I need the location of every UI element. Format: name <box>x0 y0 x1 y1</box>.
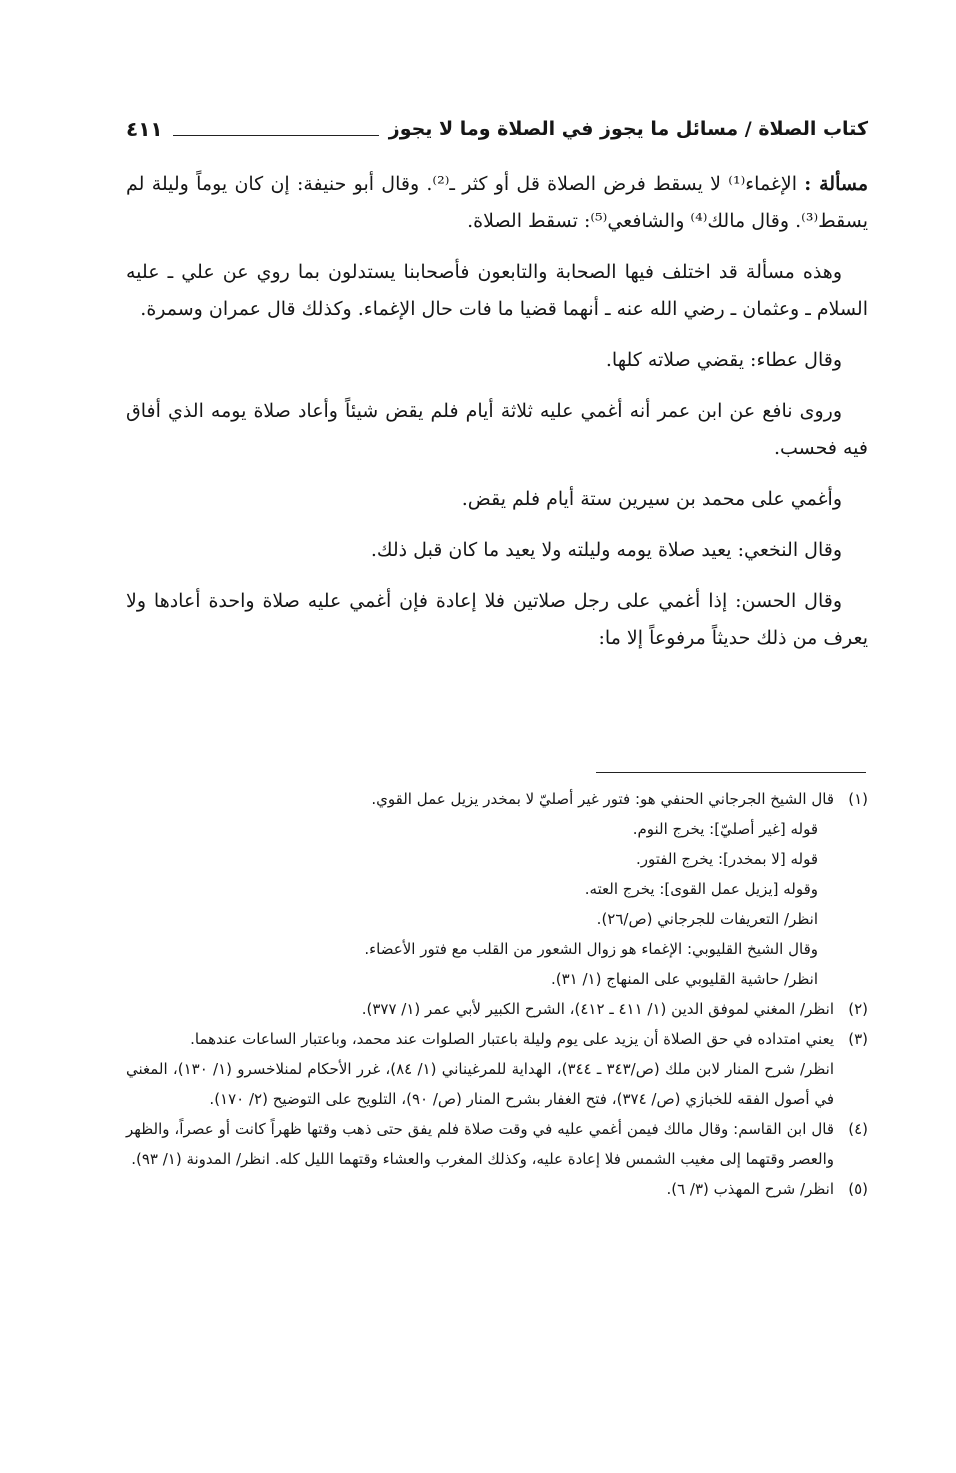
page-number: ٤١١ <box>126 117 163 141</box>
footnote-number: (١) <box>848 790 868 808</box>
header-title: كتاب الصلاة / مسائل ما يجوز في الصلاة وما لا يجوز <box>388 118 868 140</box>
paragraph-3: وقال عطاء: يقضي صلاته كلها. <box>605 349 842 371</box>
footnote-1-line: قوله [غير أصليّ]: يخرج النوم. <box>632 820 818 838</box>
footnote-3 <box>126 1024 868 1114</box>
paragraph-6: وقال النخعي: يعيد صلاة يومه وليلته ولا يعيد ما كان قبل ذلك. <box>370 539 842 561</box>
paragraph-7: وقال الحسن: إذا أغمي على رجل صلاتين فلا إعادة فإن أغمي عليه صلاة واحدة أعادها ولا يعرف من ذلك حديثاً مرفوعاً إلا ما: <box>126 590 868 649</box>
footnote-2 <box>126 994 868 1024</box>
paragraph-4: وروى نافع عن ابن عمر أنه أغمي عليه ثلاثة أيام فلم يقض شيئاً وأعاد صلاة يومه الذي أفاق فيه فحسب. <box>126 400 868 459</box>
paragraph-1 <box>126 166 868 240</box>
footnote-1-line: وقوله [يزيل عمل القوى]: يخرج العته. <box>584 880 818 898</box>
paragraph-2: وهذه مسألة قد اختلف فيها الصحابة والتابعون فأصحابنا يستدلون بما روي عن علي ـ عليه السلام ـ وعثمان ـ رضي الله عنه ـ أنهما قضيا ما فات حال الإغماء. وكذلك قال عمران وسمرة. <box>126 261 868 320</box>
footnote-separator <box>596 772 866 773</box>
main-text <box>126 166 868 671</box>
header-rule <box>173 135 379 136</box>
footnote-5 <box>126 1174 868 1204</box>
running-header <box>126 112 868 146</box>
issue-label: مسألة : <box>804 173 869 195</box>
footnote-1-line: وقال الشيخ القليوبي: الإغماء هو زوال الشعور من القلب مع فتور الأعضاء. <box>364 940 818 958</box>
footnote-4-text: قال ابن القاسم: وقال مالك فيمن أغمي عليه في وقت صلاة فلم يفق حتى ذهب وقتها ظهراً كانت أو عصراً، والظهر والعصر وقتهما إلى مغيب الشمس فلا إعادة عليه، وكذلك المغرب والعشاء وقتهما الليل كله. انظر/ المدونة (١/ ٩٣). <box>126 1120 834 1168</box>
footnote-1-line: قوله [لا بمخدر]: يخرج الفتور. <box>636 850 818 868</box>
footnotes <box>126 784 868 1204</box>
footnote-3-references: انظر/ شرح المنار لابن ملك (ص/٣٤٣ ـ ٣٤٤)، الهداية للمرغيناني (١/ ٨٤)، غرر الأحكام لمنلاخسرو (١/ ١٣٠)، المغني في أصول الفقه للخبازي (ص/ ٣٧٤)، فتح الغفار بشرح المنار (ص/ ٩٠)، التلويح على التوضيح (٢/ ١٧٠). <box>126 1060 834 1108</box>
footnote-number: (٥) <box>848 1180 868 1198</box>
footnote-2-text: انظر/ المغني لموفق الدين (١/ ٤١١ ـ ٤١٢)، الشرح الكبير لأبي عمر (١/ ٣٧٧). <box>361 1000 834 1018</box>
footnote-1-text: قال الشيخ الجرجاني الحنفي هو: فتور غير أصليّ لا بمخدر يزيل عمل القوي. <box>371 790 834 808</box>
footnote-3-text: يعني امتداده في حق الصلاة أن يزيد على يوم وليلة باعتبار الصلوات عند محمد، وباعتبار الساعات عندهما. <box>190 1030 834 1048</box>
footnote-1-line: انظر/ التعريفات للجرجاني (ص/٢٦). <box>596 910 818 928</box>
footnote-number: (٤) <box>848 1120 868 1138</box>
paragraph-5: وأغمي على محمد بن سيرين ستة أيام فلم يقض. <box>461 488 842 510</box>
footnote-1 <box>126 784 868 994</box>
footnote-5-text: انظر/ شرح المهذب (٣/ ٦). <box>666 1180 834 1198</box>
footnote-1-line: انظر/ حاشية القليوبي على المنهاج (١/ ٣١). <box>550 970 818 988</box>
footnote-number: (٢) <box>848 1000 868 1018</box>
paragraph-1-text: الإغماء⁽¹⁾ لا يسقط فرض الصلاة قل أو كثر ـ⁽²⁾. وقال أبو حنيفة: إن كان يوماً وليلة لم يسقط⁽³⁾. وقال مالك⁽⁴⁾ والشافعي⁽⁵⁾: تسقط الصلاة. <box>126 173 868 232</box>
footnote-4 <box>126 1114 868 1174</box>
footnote-number: (٣) <box>848 1030 868 1048</box>
